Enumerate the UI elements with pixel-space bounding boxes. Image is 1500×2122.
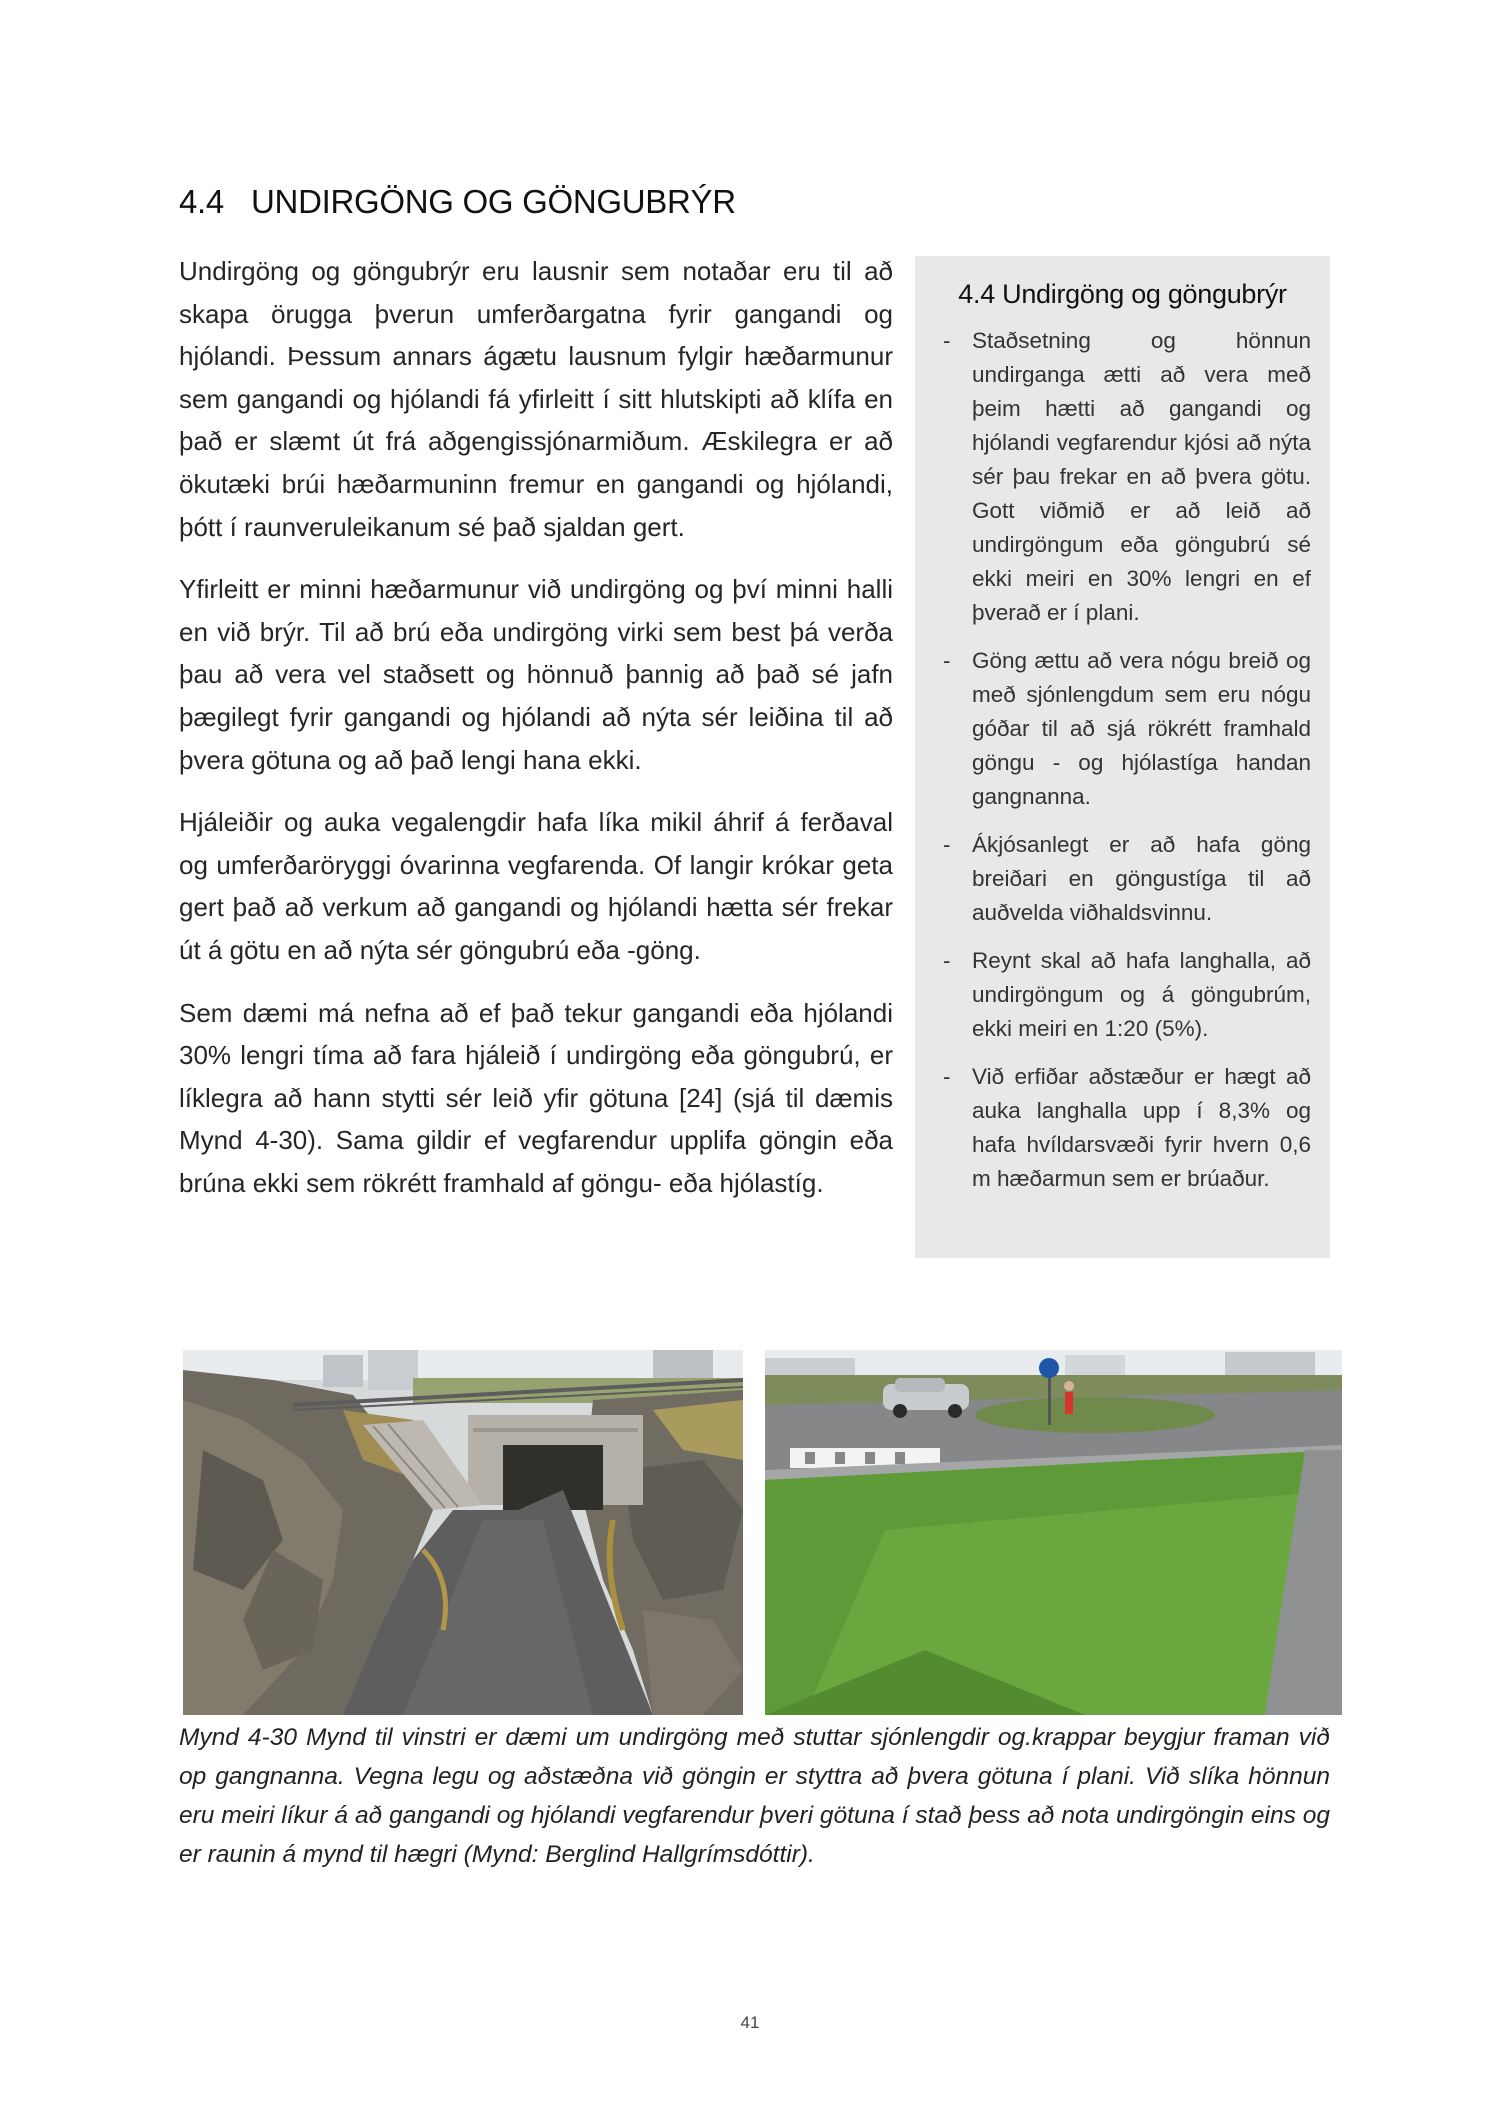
paragraph: Sem dæmi má nefna að ef það tekur gangandi eða hjólandi 30% lengri tíma að fara hjáleið í undirgöng eða göngubrú, er líklegra að hann stytti sér leið yfir götuna [24] (sjá til dæmis Mynd 4-30). Sama gildir ef vegfarendur upplifa göngin eða brúna ekki sem rökrétt framhald af göngu- eða hjólastíg.: [179, 997, 893, 1198]
summary-item-text: Reynt skal að hafa langhalla, að undirgöngum og á göngubrúm, ekki meiri en 1:20 (5%).: [972, 948, 1311, 1041]
summary-item-text: Ákjósanlegt er að hafa göng breiðari en göngustíga til að auðvelda viðhaldsvinnu.: [972, 832, 1311, 925]
summary-item: [934, 644, 1311, 814]
summary-list: [934, 324, 1311, 1196]
bullet-dash: -: [943, 948, 951, 973]
underpass-photo: [183, 1350, 743, 1715]
bullet-dash: -: [943, 832, 951, 857]
underpass-illustration: [183, 1350, 743, 1715]
summary-title: 4.4 Undirgöng og göngubrýr: [958, 279, 1287, 309]
paragraph: Yfirleitt er minni hæðarmunur við undirgöng og því minni halli en við brýr. Til að brú eða undirgöng virki sem best þá verða þau að vera vel staðsett og hönnuð þannig að það sé jafn þægilegt fyrir gangandi og hjólandi að nýta sér leiðina til að þvera götuna og að það lengi hana ekki.: [179, 574, 893, 775]
summary-item-text: Göng ættu að vera nógu breið og með sjónlengdum sem eru nógu góðar til að sjá rökrétt framhald göngu - og hjólastíga handan gangnanna.: [972, 648, 1311, 809]
crossing-illustration: [765, 1350, 1342, 1715]
summary-item: [934, 1060, 1311, 1196]
bullet-dash: -: [943, 1064, 951, 1089]
summary-item: [934, 828, 1311, 930]
section-heading: [179, 183, 736, 221]
section-title: UNDIRGÖNG OG GÖNGUBRÝR: [251, 183, 736, 220]
bullet-dash: -: [943, 648, 951, 673]
paragraph: Hjáleiðir og auka vegalengdir hafa líka mikil áhrif á ferðaval og umferðaröryggi óvarinna vegfarenda. Of langir krókar geta gert það að verkum að gangandi og hjólandi hætta sér frekar út á götu en að nýta sér göngubrú eða -göng.: [179, 807, 893, 965]
summary-box: [915, 256, 1330, 1258]
bullet-dash: -: [943, 328, 951, 353]
page-number: 41: [740, 2013, 760, 2032]
figure-caption: Mynd 4-30 Mynd til vinstri er dæmi um undirgöng með stuttar sjónlengdir og.krappar beygjur framan við op gangnanna. Vegna legu og aðstæðna við göngin er styttra að þvera götuna í plani. Við slíka hönnun eru meiri líkur á að gangandi og hjólandi vegfarendur þveri götuna í stað þess að nota undirgöngin eins og er raunin á mynd til hægri (Mynd: Berglind Hallgrímsdóttir).: [179, 1724, 1330, 1868]
paragraph: Undirgöng og göngubrýr eru lausnir sem notaðar eru til að skapa örugga þverun umferðargatna fyrir gangandi og hjólandi. Þessum annars ágætu lausnum fylgir hæðarmunur sem gangandi og hjólandi fá yfirleitt í sitt hlutskipti að klífa en það er slæmt út frá aðgengissjónarmiðum. Æskilegra er að ökutæki brúi hæðarmuninn fremur en gangandi og hjólandi, þótt í raunveruleikanum sé það sjaldan gert.: [179, 256, 893, 542]
summary-item-text: Staðsetning og hönnun undirganga ætti að vera með þeim hætti að gangandi og hjólandi vegfarendur kjósi að nýta sér þau frekar en að þvera götu. Gott viðmið er að leið að undirgöngum eða göngubrú sé ekki meiri en 30% lengri en ef þverað er í plani.: [972, 328, 1311, 625]
section-number: 4.4: [179, 183, 224, 220]
crossing-photo: [765, 1350, 1342, 1715]
body-text: [179, 250, 893, 1224]
summary-item: [934, 944, 1311, 1046]
summary-item-text: Við erfiðar aðstæður er hægt að auka langhalla upp í 8,3% og hafa hvíldarsvæði fyrir hvern 0,6 m hæðarmun sem er brúaður.: [972, 1064, 1311, 1191]
summary-item: [934, 324, 1311, 630]
